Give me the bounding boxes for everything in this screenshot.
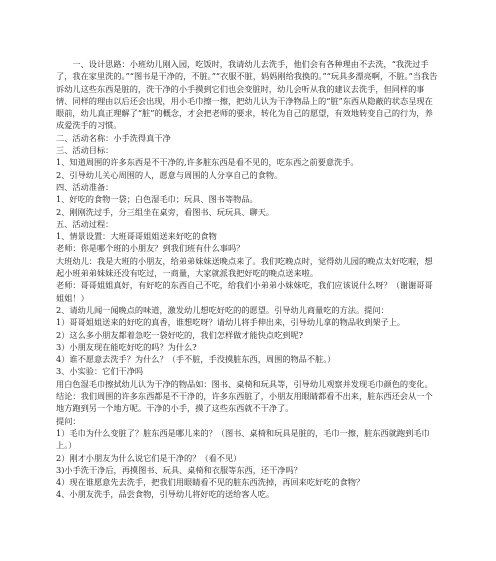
experiment-description: 用白色湿毛巾擦拭幼儿认为干净的物品如：图书、桌椅和玩具等，引导幼儿观察并发现毛巾颜色的变化。	[56, 378, 433, 389]
process-step-4: 4、小朋友洗手，品尝食物，引导幼儿将好吃的送给客人吃。	[56, 489, 275, 500]
question-4: 4）谁不愿意去洗手？为什么？（手不脏，手没摸脏东西，周围的物品不脏。）	[56, 354, 336, 365]
experiment-question-4: 4）现在谁愿意先去洗手，把我们用眼睛看不见的脏东西洗掉，再回来吃好吃的食物？	[56, 477, 365, 488]
heading-questions: 提问：	[56, 415, 81, 426]
question-2: 2）这么多小朋友都着急吃一袋好吃的，我们怎样做才能快点吃到呢?	[56, 329, 304, 340]
heading-activity-process: 五、活动过程：	[56, 218, 114, 229]
question-3: 3）小朋友现在能吃好吃的吗？为什么?	[56, 341, 197, 352]
goal-item-2: 2、引导幼儿关心周围的人，愿意与周围的人分享自己的食物。	[56, 169, 283, 180]
experiment-question-2: 2）刚才小朋友为什么说它们是干净的？（看不见）	[56, 452, 242, 463]
preparation-item-2: 2、刚刚洗过手，分三组坐在桌旁，看图书、玩玩具、聊天。	[56, 206, 275, 217]
paragraph-design-idea: 一、设计思路：小班幼儿刚入园，吃饭时，我请幼儿去洗手，他们会有各种理由不去洗，“我洗过手了，我在家里洗的。”“图书是干净的，不脏。”“衣服不脏，妈妈刚给我换的。”“玩具多漂亮啊，不脏。”当我告诉幼儿这些东西是脏的，洗干净的小手摸到它们也会变脏时，幼儿会听从我的建议去洗手，但同样的事情、同样的理由以后还会出现，用小毛巾擦一擦，把幼儿认为干净物品上的“脏”东西从隐蔽的状态呈现在眼前，幼儿真正理解了“脏”的概念，才会把老师的要求，转化为自己的愿望，有效地转变自己的行为，养成爱洗手的习惯。	[56, 59, 438, 131]
experiment-conclusion: 结论：我们周围的许多东西都是不干净的，许多东西脏了，小朋友用眼睛都看不出来，脏东西还会从一个地方跑到另一个地方呢。干净的小手，摸了这些东西就不干净了。	[56, 391, 433, 414]
experiment-question-1: 1）毛巾为什么变脏了？脏东西是哪儿来的？（图书、桌椅和玩具是脏的，毛巾一擦，脏东西就跑到毛巾上。）	[56, 427, 430, 451]
document-body	[56, 58, 440, 501]
process-step-2: 2、请幼儿闻一闻晚点的味道，激发幼儿想吃好吃的的愿望。引导幼儿商量吃的方法。提问：	[56, 304, 389, 315]
experiment-question-3: 3)小手洗干净后，再摸图书、玩具、桌椅和衣服等东西，还干净吗？	[56, 464, 302, 475]
dialogue-teacher-2: 老师：哥哥姐姐真好，有好吃的东西自己不吃，给我们小弟弟小妹妹吃，我们应该说什么呀？（谢谢哥哥姐姐！）	[56, 280, 433, 303]
question-1: 1）哥哥姐姐送来的好吃的真香，谁想吃呀？请幼儿将手伸出来，引导幼儿拿的物品收到架子上。	[56, 317, 406, 328]
heading-activity-preparation: 四、活动准备：	[56, 181, 114, 192]
process-step-1: 1、情景设置：大班哥哥姐姐送来好吃的食物	[56, 231, 217, 242]
dialogue-older-child: 大班幼儿：我是大班的小朋友，给弟弟妹妹送晚点来了。我们吃晚点时，觉得幼儿园的晚点太好吃啦，想起小班弟弟妹妹还没有吃过，一商量，大家就派我把好吃的晚点送来啦。	[56, 255, 433, 279]
dialogue-teacher-1: 老师：你是哪个班的小朋友？到我们班有什么事吗？	[56, 243, 245, 254]
goal-item-1: 1、知道周围的许多东西是不干净的,许多脏东西是看不见的，吃东西之前要意洗手。	[56, 157, 359, 168]
heading-activity-name: 二、活动名称：小手洗得真干净	[56, 132, 171, 143]
process-step-3: 3、小实验：它们干净吗	[56, 366, 144, 377]
heading-activity-goals: 三、活动目标：	[56, 145, 114, 156]
preparation-item-1: 1、好吃的食物一袋；白色湿毛巾；玩具、图书等物品。	[56, 194, 258, 205]
